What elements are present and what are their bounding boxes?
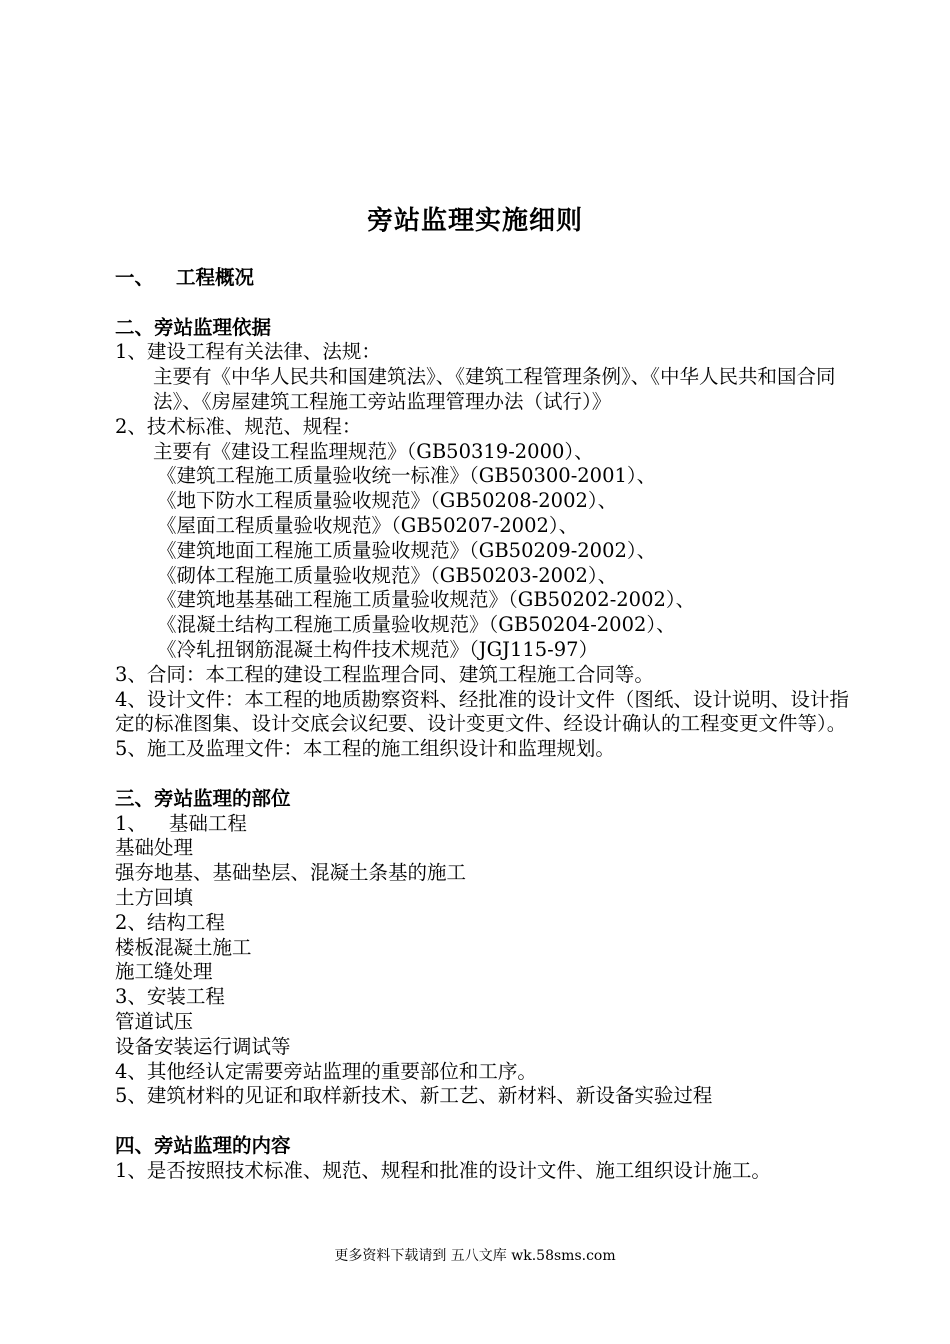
location-line: 施工缝处理 — [115, 960, 213, 984]
location-item-1 — [115, 812, 855, 837]
standard-item: 《冷轧扭钢筋混凝土构件技术规范》（JGJ115-97） — [157, 637, 599, 661]
section-1-title: 工程概况 — [176, 266, 255, 289]
location-line: 设备安装运行调试等 — [115, 1034, 291, 1058]
document-body — [115, 266, 855, 1183]
location-line: 土方回填 — [115, 885, 194, 909]
standard-item: 《屋面工程质量验收规范》（GB50207-2002）、 — [157, 513, 579, 537]
basis-design-documents: 4、设计文件：本工程的地质勘察资料、经批准的设计文件（图纸、设计说明、设计指定的标准图集、设计交底会议纪要、设计变更文件、经设计确认的工程变更文件等）。 — [115, 687, 849, 736]
document-title: 旁站监理实施细则 — [366, 206, 583, 236]
section-1-number: 一、 — [115, 266, 155, 289]
basis-laws-body: 主要有《中华人民共和国建筑法》、《建筑工程管理条例》、《中华人民共和国合同法》、《房屋建筑工程施工旁站监理管理办法（试行）》 — [153, 365, 836, 413]
standard-item: 《混凝土结构工程施工质量验收规范》（GB50204-2002）、 — [157, 613, 676, 637]
section-4-heading: 四、旁站监理的内容 — [115, 1133, 291, 1157]
basis-construction-documents: 5、施工及监理文件：本工程的施工组织设计和监理规划。 — [115, 737, 615, 761]
location-line: 4、其他经认定需要旁站监理的重要部位和工序。 — [115, 1059, 537, 1083]
location-line: 2、结构工程 — [115, 910, 225, 934]
standard-item: 《砌体工程施工质量验收规范》（GB50203-2002）、 — [157, 563, 618, 587]
section-1-heading — [115, 266, 855, 291]
basis-laws-heading: 1、建设工程有关法律、法规： — [115, 340, 381, 364]
location-line: 基础处理 — [115, 836, 194, 860]
section-2-heading: 二、旁站监理依据 — [115, 315, 272, 339]
location-line: 楼板混凝土施工 — [115, 935, 252, 959]
footer-note: 更多资料下载请到 五八文库 wk.58sms.com — [334, 1248, 616, 1264]
content-item-1: 1、是否按照技术标准、规范、规程和批准的设计文件、施工组织设计施工。 — [115, 1158, 771, 1182]
location-line: 管道试压 — [115, 1009, 194, 1033]
standard-item: 《地下防水工程质量验收规范》（GB50208-2002）、 — [157, 489, 618, 513]
basis-contract: 3、合同：本工程的建设工程监理合同、建筑工程施工合同等。 — [115, 662, 654, 686]
location-line: 强夯地基、基础垫层、混凝土条基的施工 — [115, 861, 467, 885]
section-3-heading: 三、旁站监理的部位 — [115, 786, 291, 810]
location-line: 3、安装工程 — [115, 985, 225, 1009]
standard-item: 主要有《建设工程监理规范》（GB50319-2000）、 — [153, 439, 594, 463]
location-line: 5、建筑材料的见证和取样新技术、新工艺、新材料、新设备实验过程 — [115, 1084, 713, 1108]
standard-item: 《建筑地基基础工程施工质量验收规范》（GB50202-2002）、 — [157, 588, 696, 612]
standard-item: 《建筑工程施工质量验收统一标准》（GB50300-2001）、 — [157, 464, 657, 488]
location-item-1-text: 基础工程 — [168, 811, 247, 835]
standard-item: 《建筑地面工程施工质量验收规范》（GB50209-2002）、 — [157, 538, 657, 562]
location-item-1-number: 1、 — [115, 811, 147, 835]
basis-standards-heading: 2、技术标准、规范、规程： — [115, 414, 362, 438]
